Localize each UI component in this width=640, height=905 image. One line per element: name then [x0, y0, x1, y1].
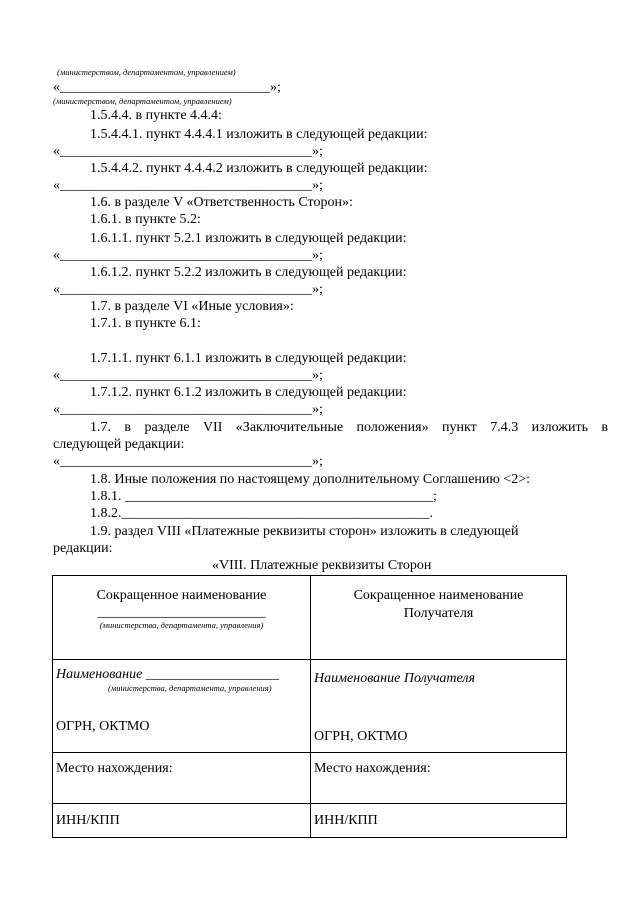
- paragraph-1-6: 1.6. в разделе V «Ответственность Сторон»:: [90, 195, 353, 210]
- section-title: «VIII. Платежные реквизиты Сторон: [212, 558, 432, 573]
- short-name-note: (министерства, департамента, управления): [99, 620, 264, 630]
- note-ministry-second: (министерством, департаментом, управлением): [53, 96, 232, 106]
- paragraph-1-7-1-2: 1.7.1.2. пункт 6.1.2 изложить в следующей редакции:: [90, 385, 407, 400]
- paragraph-1-5-4-4: 1.5.4.4. в пункте 4.4.4:: [90, 108, 222, 123]
- paragraph-1-9-first-line: 1.9. раздел VIII «Платежные реквизиты сторон» изложить в следующей: [90, 524, 519, 539]
- paragraph-1-8-1: 1.8.1. ____________________________________________;: [90, 489, 437, 504]
- paragraph-1-6-1: 1.6.1. в пункте 5.2:: [90, 212, 201, 227]
- name-field-note: (министерства, департамента, управления): [108, 683, 272, 693]
- blank-line-6: «____________________________________»;: [53, 402, 323, 417]
- table-row: [53, 576, 567, 660]
- table-row: [53, 804, 567, 838]
- location-left: Место нахождения:: [56, 761, 173, 776]
- ogrn-oktmo-right: ОГРН, ОКТМО: [314, 729, 408, 744]
- blank-line-quote: «______________________________»;: [53, 80, 281, 95]
- short-name-blank-line: ________________________: [97, 605, 266, 620]
- recipient-name-field: Наименование Получателя: [314, 671, 476, 686]
- blank-line-7: «____________________________________»;: [53, 454, 323, 469]
- table-cell: [311, 576, 567, 660]
- blank-line-2: «____________________________________»;: [53, 178, 323, 193]
- table-row: [53, 660, 567, 753]
- table-cell: [311, 804, 567, 838]
- inn-kpp-right: ИНН/КПП: [314, 813, 378, 828]
- ogrn-oktmo-left: ОГРН, ОКТМО: [56, 719, 150, 734]
- table-row: [53, 753, 567, 804]
- short-name-label-left: Сокращенное наименование: [96, 588, 267, 603]
- short-name-label-right: Сокращенное наименование: [353, 588, 524, 603]
- table-cell: [53, 753, 311, 804]
- table-cell: [53, 660, 311, 753]
- table-cell: [311, 753, 567, 804]
- paragraph-1-9-second-line: редакции:: [53, 541, 113, 556]
- paragraph-1-8: 1.8. Иные положения по настоящему дополнительному Соглашению <2>:: [90, 472, 531, 487]
- paragraph-1-7-b-first-line: 1.7. в разделе VII «Заключительные положения» пункт 7.4.3 изложить в: [90, 420, 608, 435]
- blank-line-4: «____________________________________»;: [53, 282, 323, 297]
- paragraph-1-7-1-1: 1.7.1.1. пункт 6.1.1 изложить в следующей редакции:: [90, 351, 407, 366]
- paragraph-1-7-b-second-line: следующей редакции:: [53, 437, 185, 452]
- payment-details-table: [52, 575, 567, 838]
- inn-kpp-left: ИНН/КПП: [56, 813, 120, 828]
- table-cell: [311, 660, 567, 753]
- paragraph-1-6-1-1: 1.6.1.1. пункт 5.2.1 изложить в следующей редакции:: [90, 231, 407, 246]
- blank-line-3: «____________________________________»;: [53, 248, 323, 263]
- paragraph-1-5-4-4-1: 1.5.4.4.1. пункт 4.4.4.1 изложить в следующей редакции:: [90, 127, 428, 142]
- paragraph-1-5-4-4-2: 1.5.4.4.2. пункт 4.4.4.2 изложить в следующей редакции:: [90, 161, 428, 176]
- table-cell: [53, 804, 311, 838]
- note-ministry-top: (министерством, департаментом, управлением): [57, 67, 236, 77]
- blank-line-5: «____________________________________»;: [53, 368, 323, 383]
- blank-line-1: «____________________________________»;: [53, 144, 323, 159]
- location-right: Место нахождения:: [314, 761, 431, 776]
- paragraph-1-7-1: 1.7.1. в пункте 6.1:: [90, 316, 201, 331]
- paragraph-1-6-1-2: 1.6.1.2. пункт 5.2.2 изложить в следующей редакции:: [90, 265, 407, 280]
- name-field-left: Наименование ___________________: [56, 667, 279, 682]
- paragraph-1-7-a: 1.7. в разделе VI «Иные условия»:: [90, 299, 294, 314]
- table-cell: [53, 576, 311, 660]
- paragraph-1-8-2: 1.8.2.____________________________________________.: [90, 506, 433, 521]
- recipient-label: Получателя: [403, 606, 474, 621]
